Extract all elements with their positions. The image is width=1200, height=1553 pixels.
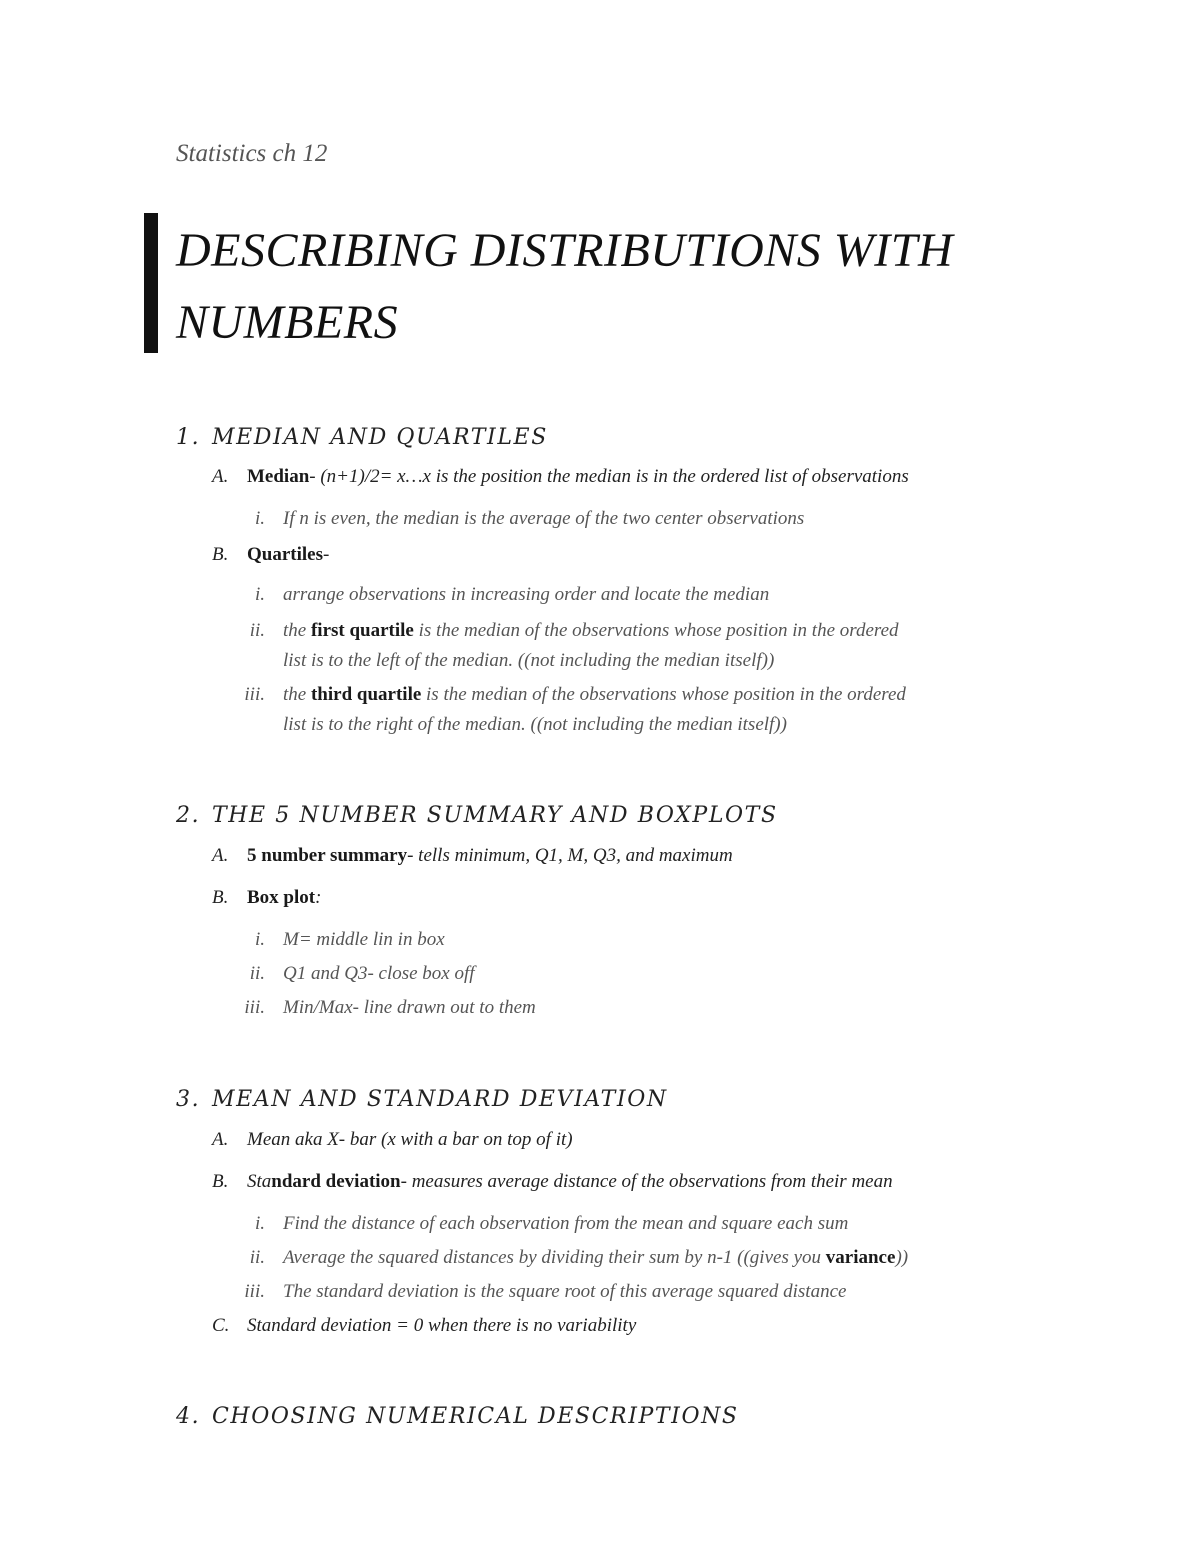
term-variance: variance [825, 1247, 896, 1268]
item-marker: A. [212, 845, 229, 866]
term-standard-deviation: ndard deviation [271, 1171, 401, 1192]
list-subitem-continuation: list is to the right of the median. ((not including the median itself)) [283, 714, 787, 735]
document-subtitle: Statistics ch 12 [176, 140, 328, 167]
item-text: arrange observations in increasing order and locate the median [283, 584, 770, 605]
item-marker: ii. [249, 1247, 265, 1268]
item-text: Q1 and Q3- close box off [283, 963, 475, 984]
list-item-quartiles [212, 544, 329, 566]
section-heading-choosing-descriptions [176, 1404, 739, 1429]
list-subitem [254, 508, 805, 530]
item-marker: i. [254, 508, 265, 529]
item-marker: i. [254, 929, 265, 950]
item-marker: i. [254, 1213, 265, 1234]
item-text: Min/Max- line drawn out to them [283, 997, 536, 1018]
item-text: is the median of the observations whose position in the ordered [421, 684, 906, 705]
list-item-standard-deviation [212, 1171, 893, 1193]
section-heading-mean-std-dev [176, 1087, 668, 1112]
item-text: - measures average distance of the observations from their mean [400, 1171, 893, 1192]
item-marker: i. [254, 584, 265, 605]
list-subitem [244, 997, 536, 1019]
item-marker: ii. [249, 620, 265, 641]
term-quartiles: Quartiles [247, 544, 323, 565]
item-marker: B. [212, 887, 229, 908]
section-title: MEDIAN AND QUARTILES [212, 425, 548, 450]
list-subitem [254, 929, 445, 951]
term-box-plot: Box plot [247, 887, 316, 908]
item-marker: ii. [249, 963, 265, 984]
term-first-quartile: first quartile [310, 620, 414, 641]
item-marker: iii. [244, 997, 265, 1018]
item-text: Mean aka X- bar (x with a bar on top of it) [247, 1129, 573, 1150]
item-marker: C. [212, 1315, 230, 1336]
item-text: M= middle lin in box [283, 929, 445, 950]
list-subitem [254, 584, 770, 606]
item-text: Standard deviation = 0 when there is no variability [247, 1315, 637, 1336]
item-marker: A. [212, 466, 229, 487]
item-text: Average the squared distances by dividing their sum by n-1 ((gives you [283, 1247, 826, 1268]
item-text: - [323, 544, 330, 565]
list-subitem [249, 963, 475, 985]
item-marker: B. [212, 1171, 229, 1192]
term-median: Median [247, 466, 310, 487]
list-item-median [212, 466, 909, 488]
item-marker: B. [212, 544, 229, 565]
item-text: The standard deviation is the square root of this average squared distance [283, 1281, 847, 1302]
section-number: 3. [176, 1087, 201, 1112]
item-marker: A. [212, 1129, 229, 1150]
list-subitem-continuation: list is to the left of the median. ((not including the median itself)) [283, 650, 775, 671]
item-text: Find the distance of each observation from the mean and square each sum [283, 1213, 849, 1234]
title-accent-bar [144, 213, 158, 353]
section-number: 1. [176, 425, 201, 450]
term-third-quartile: third quartile [310, 684, 422, 705]
list-item-std-dev-zero [212, 1315, 636, 1337]
section-heading-5-number-summary [176, 803, 778, 828]
section-title: MEAN AND STANDARD DEVIATION [212, 1087, 668, 1112]
term-5-number-summary: 5 number summary [247, 845, 408, 866]
section-heading-median-quartiles [176, 425, 548, 450]
section-number: 4. [176, 1404, 201, 1429]
list-subitem [254, 1213, 849, 1235]
item-text: the [283, 620, 311, 641]
item-text: If n is even, the median is the average of the two center observations [283, 508, 805, 529]
item-text: - (n+1)/2= x…x is the position the median is in the ordered list of observations [309, 466, 909, 487]
list-subitem [249, 1247, 909, 1269]
item-marker: iii. [244, 684, 265, 705]
item-text: - tells minimum, Q1, M, Q3, and maximum [407, 845, 733, 866]
item-text: Sta [247, 1171, 272, 1192]
section-title: CHOOSING NUMERICAL DESCRIPTIONS [212, 1404, 739, 1429]
list-item-box-plot [212, 887, 321, 909]
item-text: : [315, 887, 322, 908]
list-subitem [244, 684, 906, 706]
item-marker: iii. [244, 1281, 265, 1302]
item-text: is the median of the observations whose position in the ordered [413, 620, 899, 641]
list-subitem [244, 1281, 847, 1303]
section-number: 2. [176, 803, 201, 828]
document-title: DESCRIBING DISTRIBUTIONS WITH NUMBERS [176, 224, 954, 349]
section-title: THE 5 NUMBER SUMMARY AND BOXPLOTS [212, 803, 778, 828]
list-subitem [249, 620, 899, 642]
list-item-mean [212, 1129, 573, 1151]
item-text: the [283, 684, 311, 705]
list-item-5-number-summary [212, 845, 733, 867]
item-text: )) [895, 1247, 909, 1268]
